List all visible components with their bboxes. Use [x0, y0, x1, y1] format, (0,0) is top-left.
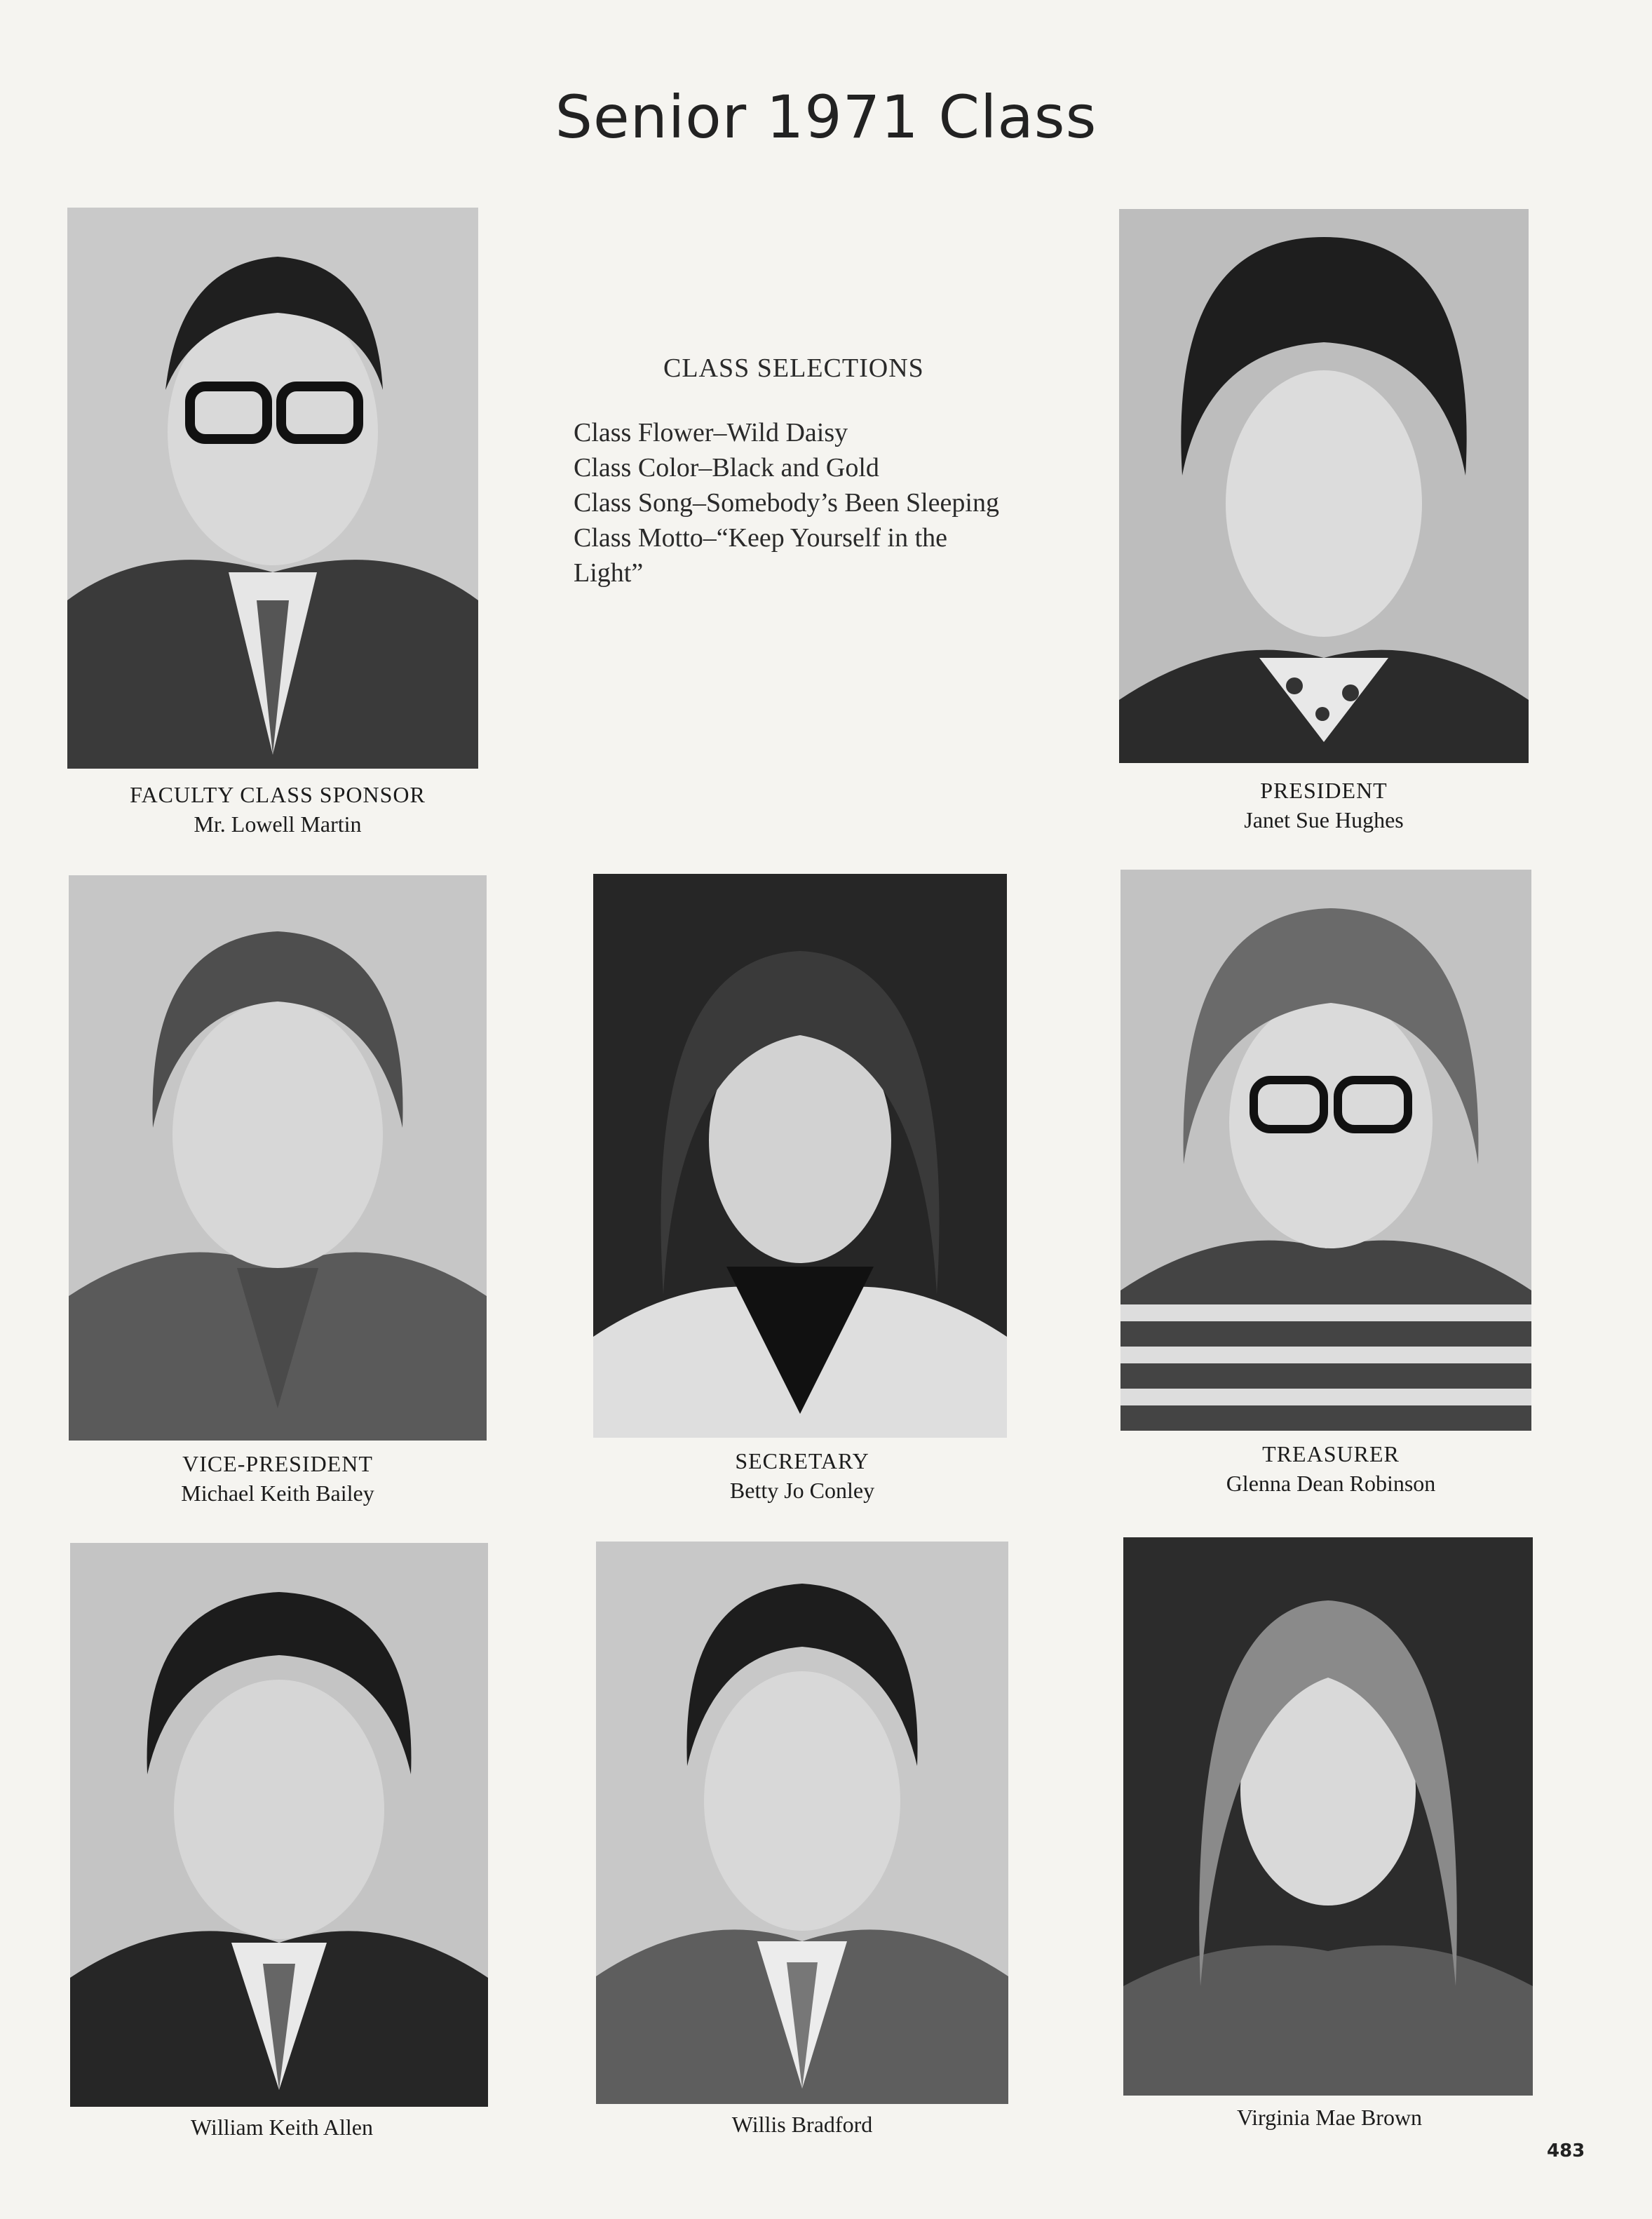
page-number: 483: [1547, 2140, 1585, 2161]
portrait-caption-sponsor: [67, 780, 488, 839]
portrait-photo-virginia-mae-brown: [1123, 1537, 1533, 2096]
portrait-role: FACULTY CLASS SPONSOR: [130, 782, 426, 807]
class-color-line: Class Color–Black and Gold: [574, 453, 879, 483]
portrait-caption-vice-president: [67, 1449, 488, 1508]
portrait-name: William Keith Allen: [191, 2115, 373, 2140]
portrait-name: Janet Sue Hughes: [1244, 807, 1404, 832]
portrait-photo-treasurer: [1120, 870, 1531, 1431]
portrait-role: TREASURER: [1262, 1441, 1400, 1466]
portrait-caption-willis-bradford: [592, 2110, 1013, 2139]
portrait-name: Michael Keith Bailey: [181, 1481, 374, 1506]
portrait-photo-willis-bradford: [596, 1542, 1008, 2104]
portrait-name: Betty Jo Conley: [729, 1478, 875, 1503]
class-motto-line: Class Motto–“Keep Yourself in the: [574, 523, 948, 553]
portrait-name: Virginia Mae Brown: [1236, 2105, 1423, 2130]
class-selections: [574, 351, 1064, 591]
portrait-photo-william-keith-allen: [70, 1543, 488, 2107]
portrait-photo-president: [1119, 209, 1529, 763]
page-title: Senior 1971 Class: [555, 83, 1097, 151]
portrait-role: SECRETARY: [735, 1448, 869, 1473]
portrait-role: VICE-PRESIDENT: [182, 1451, 373, 1476]
class-flower-line: Class Flower–Wild Daisy: [574, 418, 848, 447]
portrait-name: Glenna Dean Robinson: [1226, 1471, 1436, 1496]
portrait-caption-virginia-mae-brown: [1119, 2103, 1540, 2132]
portrait-role: PRESIDENT: [1260, 778, 1388, 803]
portrait-caption-president: [1113, 776, 1534, 835]
portrait-photo-vice-president: [69, 875, 487, 1441]
class-motto-line-continued: Light”: [574, 558, 644, 588]
portrait-caption-william-keith-allen: [72, 2112, 492, 2142]
portrait-caption-treasurer: [1120, 1439, 1541, 1498]
portrait-photo-secretary: [593, 874, 1007, 1438]
portrait-name: Willis Bradford: [731, 2112, 873, 2137]
class-song-line: Class Song–Somebody’s Been Sleeping: [574, 488, 999, 518]
portrait-photo-sponsor: [67, 208, 478, 769]
portrait-caption-secretary: [592, 1446, 1013, 1505]
portrait-name: Mr. Lowell Martin: [194, 811, 362, 837]
class-selections-heading: CLASS SELECTIONS: [663, 353, 924, 383]
